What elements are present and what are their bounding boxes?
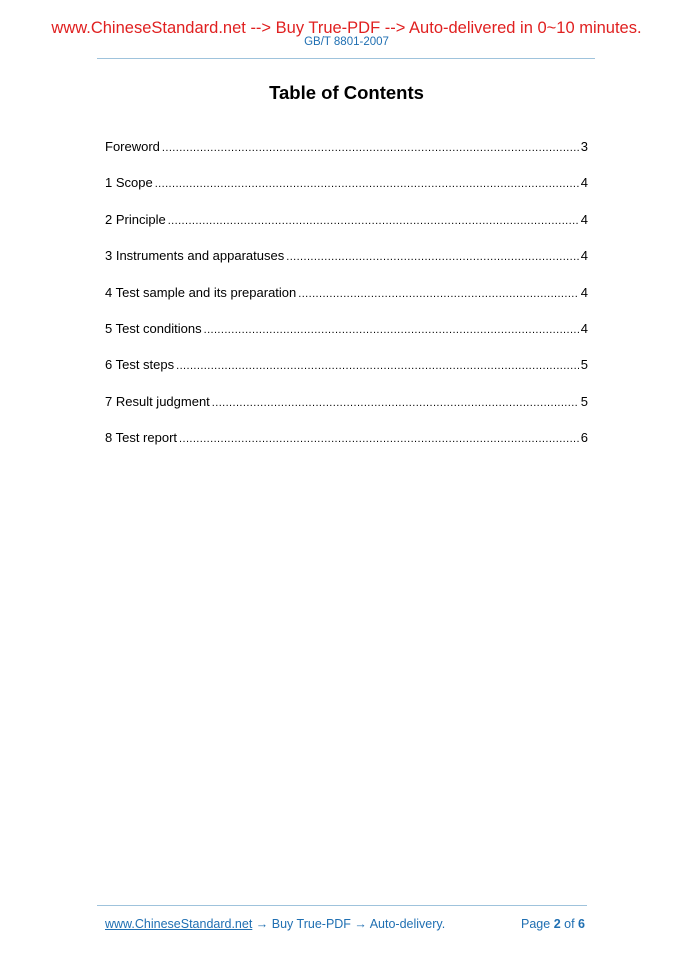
toc-entry-label: 7 Result judgment (105, 393, 210, 409)
toc-entry-page: 5 (580, 393, 588, 409)
toc-entry-scope[interactable] (105, 175, 588, 211)
toc-entry-page: 4 (580, 175, 588, 191)
toc-entry-label: 4 Test sample and its preparation (105, 284, 297, 300)
footer-site-link[interactable]: www.ChineseStandard.net (105, 917, 253, 931)
promo-banner: www.ChineseStandard.net --> Buy True-PDF --> Auto-delivered in 0~10 minutes. (51, 19, 642, 37)
toc-entry-label: Foreword (105, 139, 160, 154)
page-footer (105, 916, 585, 932)
footer-tagline: → Buy True-PDF → Auto-delivery. (252, 917, 446, 931)
toc-entry-test-sample[interactable] (105, 285, 588, 321)
toc-entry-page: 4 (580, 284, 588, 300)
toc-dot-leader (162, 140, 579, 156)
toc-entry-page: 6 (580, 430, 588, 446)
footer-left (105, 916, 445, 932)
page-number (521, 916, 585, 932)
toc-entry-test-conditions[interactable] (105, 321, 588, 357)
toc-entry-test-report[interactable] (105, 430, 588, 466)
toc-dot-leader (179, 431, 579, 447)
toc-dot-leader (204, 322, 579, 338)
toc-entry-page: 3 (580, 139, 588, 154)
toc-dot-leader (286, 249, 579, 265)
toc-entry-instruments[interactable] (105, 248, 588, 284)
toc-entry-page: 5 (580, 357, 588, 373)
toc-entry-foreword[interactable] (105, 139, 588, 175)
toc-dot-leader (298, 286, 579, 302)
toc-list (105, 139, 588, 467)
toc-entry-label: 5 Test conditions (105, 320, 202, 336)
toc-dot-leader (155, 176, 579, 192)
page-total: 6 (578, 917, 585, 931)
footer-divider (97, 905, 587, 906)
page-current: 2 (553, 917, 561, 931)
standard-code: GB/T 8801-2007 (304, 36, 389, 48)
page-word: Page (521, 917, 551, 931)
toc-entry-label: 1 Scope (105, 175, 153, 191)
page-of-word: of (564, 917, 575, 931)
header-divider (97, 58, 595, 59)
toc-dot-leader (212, 395, 579, 411)
toc-entry-result-judgment[interactable] (105, 394, 588, 430)
toc-dot-leader (168, 213, 579, 229)
toc-entry-principle[interactable] (105, 212, 588, 248)
toc-entry-label: 8 Test report (105, 430, 178, 446)
toc-dot-leader (176, 358, 579, 374)
toc-entry-label: 6 Test steps (105, 357, 175, 373)
toc-entry-test-steps[interactable] (105, 357, 588, 393)
toc-entry-page: 4 (580, 320, 588, 336)
toc-entry-label: 3 Instruments and apparatuses (105, 248, 285, 264)
toc-entry-label: 2 Principle (105, 211, 166, 227)
toc-entry-page: 4 (580, 248, 588, 264)
toc-title: Table of Contents (269, 82, 424, 103)
toc-entry-page: 4 (580, 211, 588, 227)
